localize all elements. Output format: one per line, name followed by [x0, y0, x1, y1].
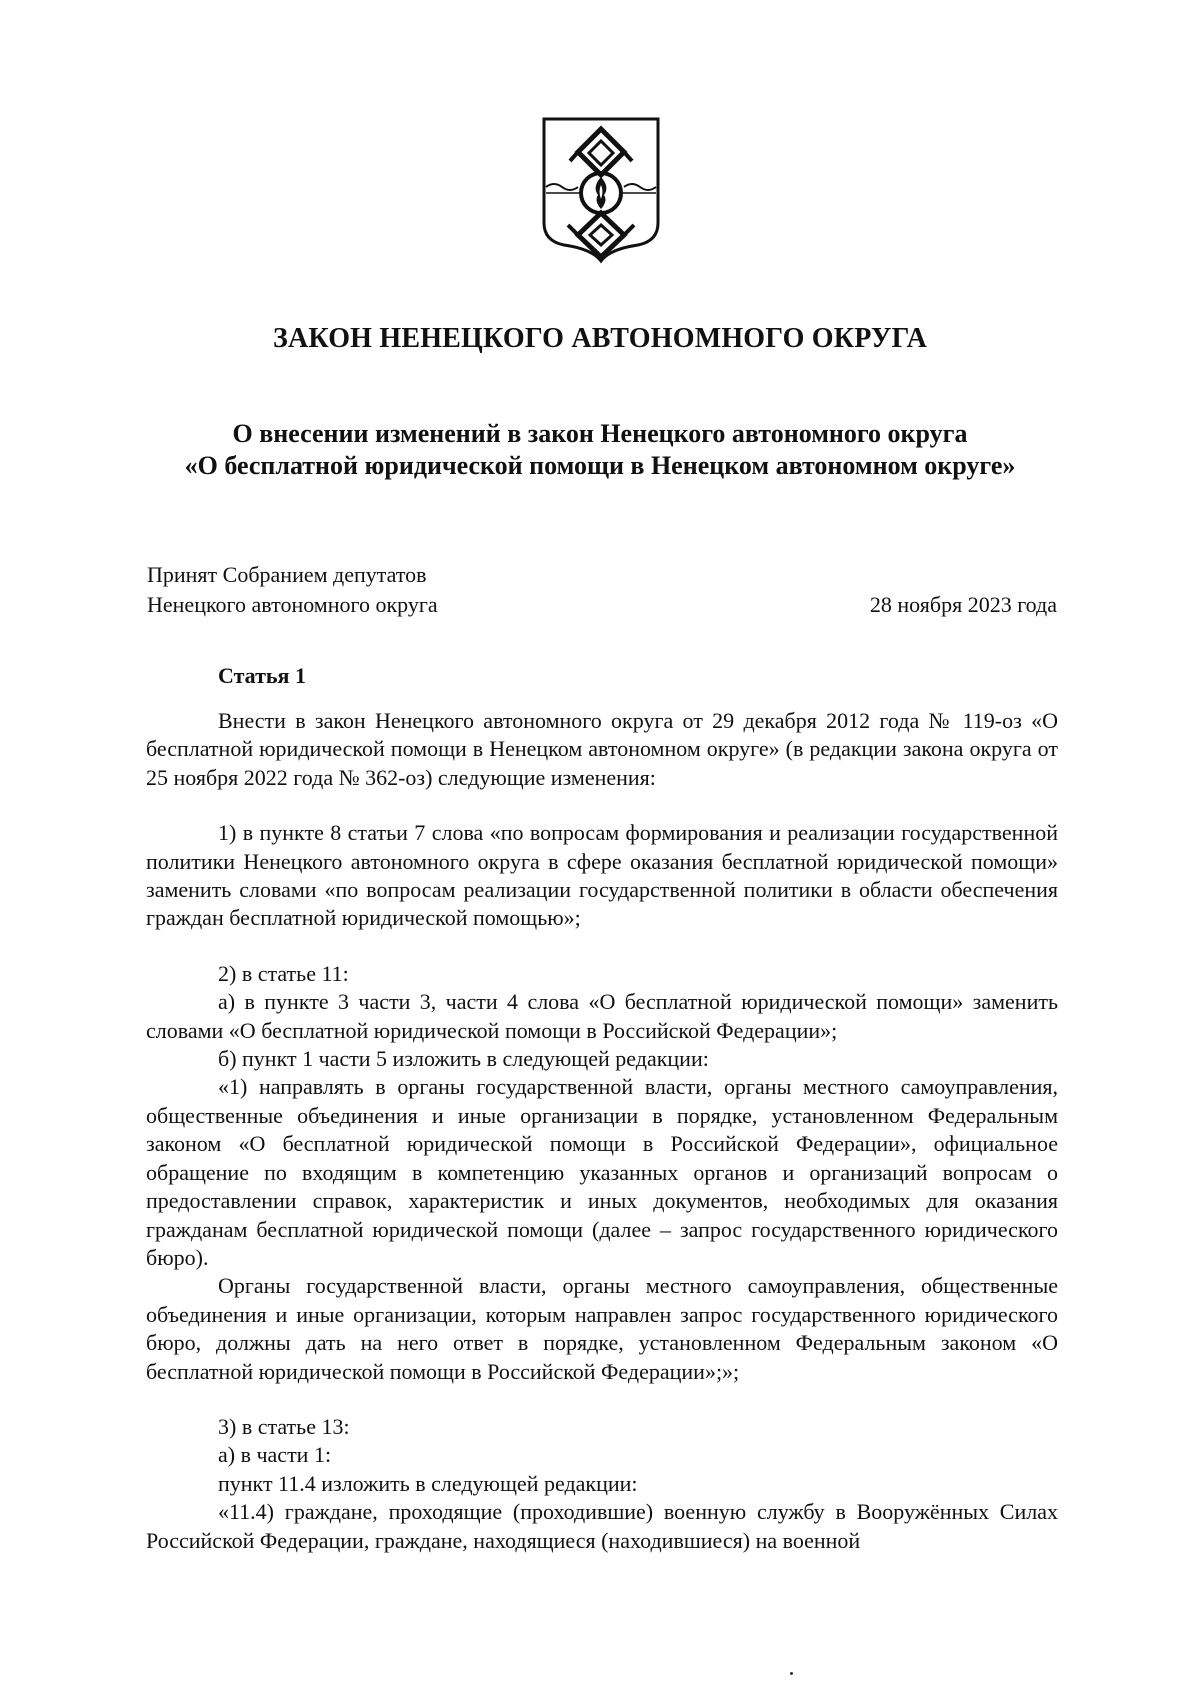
paragraph: 3) в статье 13:: [218, 1413, 350, 1439]
adoption-info: [147, 560, 438, 620]
law-subtitle: [0, 418, 1200, 482]
law-title: ЗАКОН НЕНЕЦКОГО АВТОНОМНОГО ОКРУГА: [272, 323, 927, 354]
adoption-line-2: Ненецкого автономного округа: [147, 592, 438, 617]
paragraph: 2) в статье 11:: [218, 960, 349, 986]
adoption-line-1: Принят Собранием депутатов: [147, 562, 427, 587]
subtitle-line-2: «О бесплатной юридической помощи в Ненецком автономном округе»: [184, 451, 1016, 480]
paragraph: Органы государственной власти, органы местного самоуправления, общественные объединения и иные организации, которым направлен запрос государственного юридического бюро, должны дать на него ответ в порядке, установленном Федеральным законом «О бесплатной юридической помощи в Российской Федерации»;»;: [146, 1273, 1058, 1384]
subtitle-line-1: О внесении изменений в закон Ненецкого автономного округа: [232, 419, 968, 448]
paragraph: а) в части 1:: [218, 1442, 332, 1468]
paragraph: «1) направлять в органы государственной власти, органы местного самоуправления, общественные объединения и иные организации в порядке, установленном Федеральным законом «О бесплатной юридической помощи в Российской Федерации», официальное обращение по входящим в компетенцию указанных органов и организаций вопросам о предоставлении справок, характеристик и иных документов, необходимых для оказания гражданам бесплатной юридической помощи (далее – запрос государственного юридического бюро).: [146, 1074, 1058, 1270]
paragraph: «11.4) граждане, проходящие (проходившие) военную службу в Вооружённых Силах Российской Федерации, граждане, находящиеся (находившиеся) на военной: [146, 1499, 1058, 1553]
paragraph: Внести в закон Ненецкого автономного округа от 29 декабря 2012 года № 119-оз «О бесплатной юридической помощи в Ненецком автономном округе» (в редакции закона округа от 25 ноября 2022 года № 362-оз) следующие изменения:: [146, 708, 1058, 790]
article-heading: Статья 1: [218, 663, 306, 688]
paragraph: а) в пункте 3 части 3, части 4 слова «О бесплатной юридической помощи» заменить словами «О бесплатной юридической помощи в Российской Федерации»;: [146, 989, 1058, 1043]
paragraph: 1) в пункте 8 статьи 7 слова «по вопросам формирования и реализации государственной политики Ненецкого автономного округа в сфере оказания бесплатной юридической помощи» заменить словами «по вопросам реализации государственной политики в области обеспечения граждан бесплатной юридической помощью»;: [146, 820, 1058, 931]
paragraph: пункт 11.4 изложить в следующей редакции:: [218, 1470, 638, 1496]
adoption-date: 28 ноября 2023 года: [869, 592, 1057, 617]
scan-dot: [790, 1672, 793, 1675]
article-body: [146, 707, 1058, 1555]
coat-of-arms-emblem-icon: [540, 115, 662, 265]
paragraph: б) пункт 1 части 5 изложить в следующей редакции:: [218, 1046, 709, 1072]
